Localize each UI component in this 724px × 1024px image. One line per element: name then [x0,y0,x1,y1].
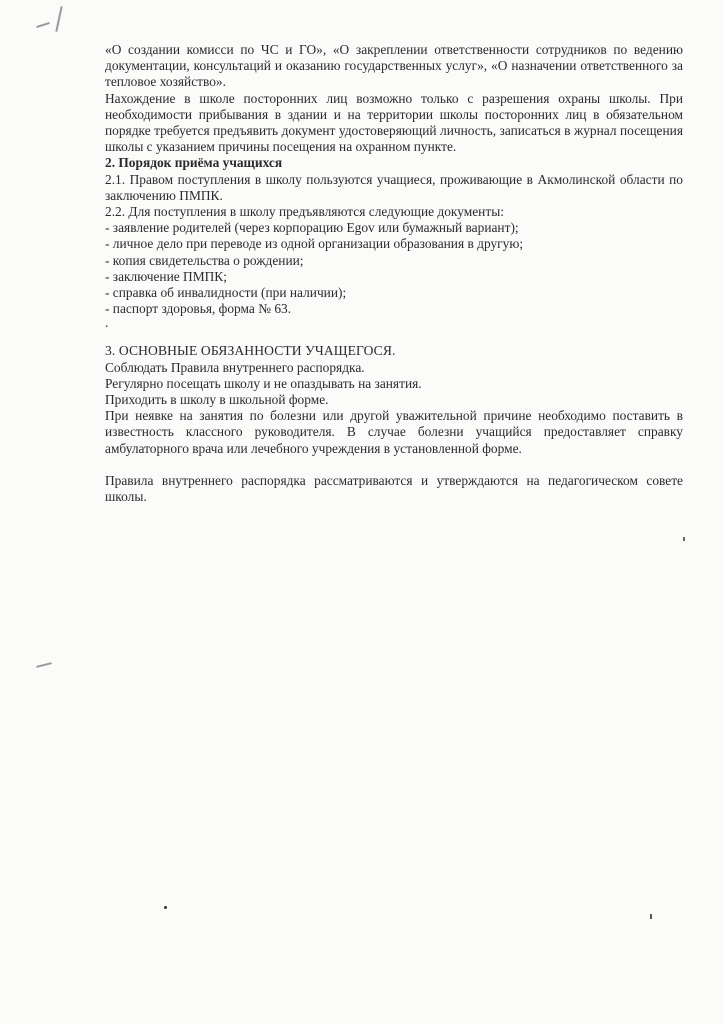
list-item: - справка об инвалидности (при наличии); [105,285,347,301]
duty-item: Приходить в школу в школьной форме. [105,392,329,408]
closing-paragraph: Правила внутреннего распорядка рассматриваются и утверждаются на педагогическом совете школы. [105,472,683,505]
scan-mark-left-middle [36,662,52,668]
list-item: - заключение ПМПК; [105,268,227,284]
visitors-paragraph: Нахождение в школе посторонних лиц возможно только с разрешения охраны школы. При необходимости прибывания в здании и на территории школы посторонних лиц в обязательном порядке требуется предъявить документ удостоверяющий личность, записаться в журнал посещения школы с указанием причины посещения на охранном пункте. [105,90,683,155]
scan-mark-right [683,537,685,541]
scan-mark-top [55,6,62,32]
section-2-1-paragraph: 2.1. Правом поступления в школу пользуются учащиеся, проживающие в Акмолинской области по заключению ПМПК. [105,171,683,203]
list-item: - паспорт здоровья, форма № 63. [105,301,292,317]
list-item: - личное дело при переводе из одной организации образования в другую; [105,236,524,252]
scan-mark-left-top [36,22,50,28]
section-3-heading: 3. ОСНОВНЫЕ ОБЯЗАННОСТИ УЧАЩЕГОСЯ. [105,343,396,359]
section-2-heading: 2. Порядок приёма учащихся [105,155,283,171]
scan-mark-bottom-dot [164,906,167,909]
documents-list [105,220,683,317]
document-body [105,42,683,505]
duty-item: При неявке на занятия по болезни или другой уважительной причине необходимо поставить в известность классного руководителя. В случае болезни учащийся предоставляет справку амбулаторного врача или лечебного учреждения в установленной форме. [105,408,683,456]
section-2-2-paragraph: 2.2. Для поступления в школу предъявляются следующие документы: [105,204,504,220]
duty-item: Соблюдать Правила внутреннего распорядка. [105,359,365,375]
duty-item: Регулярно посещать школу и не опаздывать на занятия. [105,375,422,391]
orders-paragraph: «О создании комисси по ЧС и ГО», «О закреплении ответственности сотрудников по ведению документации, консультаций и оказанию государственных услуг», «О назначении ответственного за тепловое хозяйство». [105,42,683,90]
list-item: - заявление родителей (через корпорацию Egov или бумажный вариант); [105,220,519,236]
scan-mark-bottom-right [650,914,652,919]
list-item: - копия свидетельства о рождении; [105,252,304,268]
trailing-dot: . [105,315,109,331]
